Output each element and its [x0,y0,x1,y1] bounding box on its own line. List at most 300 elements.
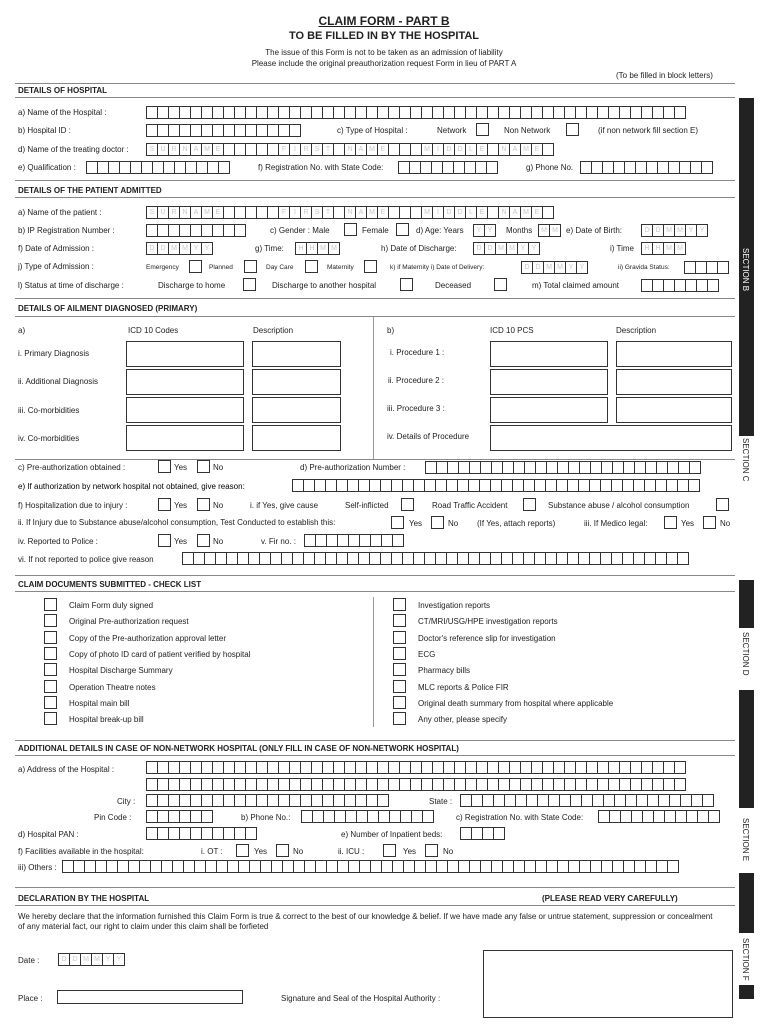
letter-cell[interactable]: A [355,143,367,156]
daycare-checkbox[interactable] [305,260,318,273]
read-carefully-note: (PLEASE READ VERY CAREFULLY) [542,894,678,903]
not-reported-grid[interactable] [182,552,688,565]
form-subtitle: TO BE FILLED IN BY THE HOSPITAL [288,30,480,42]
doc-label: Hospital break-up bill [69,715,144,725]
letter-cell[interactable]: D [443,206,455,219]
doc-label: Hospital main bill [69,698,130,708]
preauth-note: Please include the original preauthorization request Form in lieu of PART A [251,59,517,68]
city-label: City : [117,797,136,806]
divider [15,905,735,906]
substance-checkbox[interactable] [716,498,729,511]
comorbidity-1-desc[interactable] [252,397,341,423]
state-label: State : [429,797,453,806]
doa-grid[interactable] [146,242,212,255]
letter-cell[interactable]: I [289,206,301,219]
primary-diag-label: i. Primary Diagnosis [18,349,90,358]
letter-cell[interactable]: N [344,143,356,156]
comorbidity-2-desc[interactable] [252,425,341,451]
medico-yes-checkbox[interactable] [664,516,677,529]
letter-cell[interactable]: I [289,143,301,156]
letter-cell[interactable]: M [91,953,103,966]
letter-cell[interactable]: D [652,224,664,237]
dod-grid[interactable] [473,242,539,255]
letter-cell[interactable]: A [190,143,202,156]
section-c-tab [739,296,754,436]
letter-cell[interactable] [245,827,257,840]
registration-label: f) Registration No. with State Code: [258,163,384,172]
proc-b-label: b) [387,326,395,335]
letter-cell[interactable]: Y [201,242,213,255]
comorbidity-2-code[interactable] [126,425,244,451]
letter-cell[interactable]: E [476,206,488,219]
letter-cell[interactable]: Y [484,224,496,237]
procedure-details-box[interactable] [490,425,732,451]
letter-cell[interactable]: Y [102,953,114,966]
letter-cell[interactable] [717,261,729,274]
divider [15,97,735,98]
doc-checkbox[interactable] [393,696,406,709]
letter-cell[interactable]: M [538,224,550,237]
comorbidity-2-label: iv. Co-morbidities [18,434,80,443]
female-checkbox[interactable] [396,223,409,236]
column-divider [373,317,374,459]
letter-cell[interactable]: D [532,261,544,274]
doc-label: MLC reports & Police FIR [418,682,509,692]
letter-cell[interactable]: H [295,242,307,255]
letter-cell[interactable]: M [366,206,378,219]
letter-cell[interactable] [688,479,700,492]
pan-grid[interactable] [146,827,256,840]
place-input[interactable] [57,990,243,1004]
divider [15,180,735,181]
network-label: Network [437,126,467,135]
total-claimed-label: m) Total claimed amount [532,281,619,290]
letter-cell[interactable]: F [278,206,290,219]
patient-name-grid[interactable] [146,206,553,219]
letter-cell[interactable]: D [473,242,485,255]
section-e-heading: ADDITIONAL DETAILS IN CASE OF NON-NETWORK HOSPITAL (ONLY FILL IN CASE OF NON-NETWORK HOSPITAL) [18,744,459,753]
address-label: a) Address of the Hospital : [18,765,115,774]
hospital-name-grid[interactable] [146,106,685,119]
letter-cell[interactable]: N [179,206,191,219]
letter-cell[interactable] [377,794,389,807]
comorbidity-1-code[interactable] [126,397,244,423]
test-yes-checkbox[interactable] [391,516,404,529]
doc-label: Original Pre-authorization request [69,617,189,627]
letter-cell[interactable]: D [443,143,455,156]
preauth-number-grid[interactable] [425,461,700,474]
total-claimed-grid[interactable] [641,279,718,292]
delivery-date-grid[interactable] [521,261,587,274]
letter-cell[interactable]: M [520,143,532,156]
letter-cell[interactable] [392,534,404,547]
medico-yes-label: Yes [681,519,695,528]
time-g-grid[interactable] [295,242,339,255]
male-checkbox[interactable] [344,223,357,236]
procedure-2-desc[interactable] [616,369,732,395]
fir-label: v. Fir no. : [261,537,296,546]
letter-cell[interactable]: R [168,206,180,219]
injury-no-label: No [213,501,224,510]
letter-cell[interactable] [234,224,246,237]
letter-cell[interactable] [674,106,686,119]
letter-cell[interactable]: N [179,143,191,156]
icu-label: ii. ICU : [338,847,365,856]
substance-label: Substance abuse / alcohol consumption [548,501,690,510]
age-months-grid[interactable] [538,224,560,237]
procedure-1-label: i. Procedure 1 : [390,348,445,357]
letter-cell[interactable]: U [157,206,169,219]
police-no-checkbox[interactable] [197,534,210,547]
hospital-phone-grid[interactable] [301,810,433,823]
time-i-grid[interactable] [641,242,685,255]
pan-label: d) Hospital PAN : [18,830,79,839]
non-network-note: (if non network fill section E) [598,126,699,135]
letter-cell[interactable]: M [674,224,686,237]
hospital-reg-grid[interactable] [598,810,719,823]
pin-grid[interactable] [146,810,212,823]
divider [15,83,735,84]
admission-type-label: j) Type of Admission : [18,262,94,271]
letter-cell[interactable]: E [377,143,389,156]
doctor-name-grid[interactable] [146,143,553,156]
letter-cell[interactable]: D [454,206,466,219]
signature-seal-box[interactable] [483,950,733,1018]
letter-cell[interactable] [702,794,714,807]
doc-checkbox[interactable] [44,598,57,611]
facilities-label: f) Facilities available in the hospital: [18,847,144,856]
self-inflicted-checkbox[interactable] [401,498,414,511]
planned-checkbox[interactable] [244,260,257,273]
hospital-id-grid[interactable] [146,124,300,137]
letter-cell[interactable]: R [168,143,180,156]
letter-cell[interactable] [667,860,679,873]
letter-cell[interactable]: Y [696,224,708,237]
dob-label: e) Date of Birth: [566,226,623,235]
address-grid-2[interactable] [146,778,685,791]
letter-cell[interactable]: Y [190,242,202,255]
icd10-codes-header: ICD 10 Codes [128,326,179,335]
letter-cell[interactable]: M [168,242,180,255]
letter-cell[interactable]: M [328,242,340,255]
section-e-tab [739,690,754,808]
test-no-checkbox[interactable] [431,516,444,529]
injury-label: f) Hospitalization due to injury : [18,501,128,510]
letter-cell[interactable]: M [674,242,686,255]
letter-cell[interactable]: Y [517,242,529,255]
letter-cell[interactable]: E [212,143,224,156]
patient-name-label: a) Name of the patient : [18,208,102,217]
proc-description-header: Description [616,326,657,335]
letter-cell[interactable]: L [465,143,477,156]
letter-cell[interactable] [493,827,505,840]
letter-cell[interactable]: R [300,206,312,219]
letter-cell[interactable] [707,279,719,292]
liability-note: The issue of this Form is not to be taken as an admission of liability [265,48,503,57]
letter-cell[interactable]: D [58,953,70,966]
time-g-label: g) Time: [255,244,284,253]
letter-cell[interactable]: D [484,242,496,255]
icu-no-label: No [443,847,454,856]
primary-diag-code[interactable] [126,341,244,367]
letter-cell[interactable]: A [509,206,521,219]
letter-cell[interactable]: N [344,206,356,219]
letter-cell[interactable]: M [201,206,213,219]
letter-cell[interactable]: T [322,143,334,156]
preauth-no-checkbox[interactable] [197,460,210,473]
comorbidity-1-label: iii. Co-morbidities [18,406,80,415]
doc-label: Doctor's reference slip for investigation [418,633,556,643]
doc-checkbox[interactable] [44,647,57,660]
letter-cell[interactable]: M [201,143,213,156]
gravida-label: ii) Gravida Status: [618,264,670,271]
divider [15,459,735,460]
letter-cell[interactable]: A [509,143,521,156]
letter-cell[interactable]: Y [576,261,588,274]
doc-checkbox[interactable] [44,614,57,627]
divider [15,575,735,576]
doc-checkbox[interactable] [44,631,57,644]
letter-cell[interactable]: D [146,242,158,255]
city-grid[interactable] [146,794,388,807]
letter-cell[interactable]: L [465,206,477,219]
letter-cell[interactable]: S [146,206,158,219]
medico-no-checkbox[interactable] [703,516,716,529]
doc-checkbox[interactable] [44,696,57,709]
letter-cell[interactable]: D [157,242,169,255]
letter-cell[interactable]: M [520,206,532,219]
letter-cell[interactable]: T [322,206,334,219]
letter-cell[interactable] [674,761,686,774]
letter-cell[interactable] [218,161,230,174]
letter-cell[interactable] [677,552,689,565]
letter-cell[interactable] [689,461,701,474]
doc-checkbox[interactable] [393,663,406,676]
section-e-label: SECTION E [741,818,750,862]
block-letters-note: (To be filled in block letters) [616,71,713,80]
maternity-checkbox[interactable] [364,260,377,273]
letter-cell[interactable]: S [146,143,158,156]
test-no-label: No [448,519,459,528]
letter-cell[interactable]: E [212,206,224,219]
letter-cell[interactable]: E [531,143,543,156]
letter-cell[interactable] [486,161,498,174]
rta-checkbox[interactable] [523,498,536,511]
rta-label: Road Traffic Accident [432,501,508,510]
others-grid[interactable] [62,860,678,873]
hospital-type-label: c) Type of Hospital : [337,126,408,135]
procedure-3-code[interactable] [490,397,608,423]
letter-cell[interactable]: E [476,143,488,156]
letter-cell[interactable]: D [69,953,81,966]
section-f-tab [739,873,754,933]
phone-label: g) Phone No. [526,163,574,172]
icu-no-checkbox[interactable] [425,844,438,857]
letter-cell[interactable]: H [652,242,664,255]
non-network-checkbox[interactable] [566,123,579,136]
not-obtained-grid[interactable] [292,479,699,492]
doc-checkbox[interactable] [393,631,406,644]
doc-label: Claim Form duly signed [69,601,154,610]
additional-diag-desc[interactable] [252,369,341,395]
declaration-date-grid[interactable] [58,953,124,966]
age-years-grid[interactable] [473,224,495,237]
letter-cell[interactable]: D [454,143,466,156]
letter-cell[interactable]: F [278,143,290,156]
letter-cell[interactable] [422,810,434,823]
letter-cell[interactable]: M [554,261,566,274]
letter-cell[interactable]: N [498,143,510,156]
doc-label: Pharmacy bills [418,666,471,676]
letter-cell[interactable]: D [521,261,533,274]
beds-label: e) Number of Inpatient beds: [341,830,443,839]
ot-yes-checkbox[interactable] [236,844,249,857]
letter-cell[interactable] [708,810,720,823]
procedure-details-label: iv. Details of Procedure [387,432,470,441]
letter-cell[interactable]: M [421,143,433,156]
doc-checkbox[interactable] [393,647,406,660]
letter-cell[interactable]: A [190,206,202,219]
doc-checkbox[interactable] [393,598,406,611]
divider [15,755,735,756]
ip-reg-grid[interactable] [146,224,245,237]
letter-cell[interactable]: N [498,206,510,219]
injury-yes-checkbox[interactable] [158,498,171,511]
time-i-label: i) Time [610,244,634,253]
procedure-3-desc[interactable] [616,397,732,423]
medico-no-label: No [720,519,731,528]
letter-cell[interactable]: M [543,261,555,274]
letter-cell[interactable]: R [300,143,312,156]
letter-cell[interactable]: Y [528,242,540,255]
letter-cell[interactable] [674,778,686,791]
letter-cell[interactable]: H [641,242,653,255]
doc-label: Copy of photo ID card of patient verified by hospital [69,649,251,659]
letter-cell[interactable]: M [663,242,675,255]
dod-label: h) Date of Discharge: [381,244,457,253]
section-f-heading: DECLARATION BY THE HOSPITAL [18,894,150,903]
letter-cell[interactable]: M [80,953,92,966]
doc-label: Hospital Discharge Summary [69,666,173,676]
additional-diag-code[interactable] [126,369,244,395]
medico-legal-label: iii. If Medico legal: [584,519,648,528]
letter-cell[interactable] [289,124,301,137]
ot-no-checkbox[interactable] [276,844,289,857]
hospital-name-label: a) Name of the Hospital : [18,108,107,117]
injury-yes-label: Yes [174,501,188,510]
letter-cell[interactable]: Y [685,224,697,237]
procedure-1-code[interactable] [490,341,608,367]
gravida-grid[interactable] [684,261,728,274]
section-d-tab [739,580,754,628]
letter-cell[interactable]: M [421,206,433,219]
procedure-2-code[interactable] [490,369,608,395]
deceased-checkbox[interactable] [494,278,507,291]
additional-diag-label: ii. Additional Diagnosis [18,377,99,386]
address-grid-1[interactable] [146,761,685,774]
letter-cell[interactable]: E [531,206,543,219]
letter-cell[interactable]: H [306,242,318,255]
beds-grid[interactable] [460,827,504,840]
deceased-label: Deceased [435,281,472,290]
letter-cell[interactable] [701,161,713,174]
registration-grid[interactable] [398,161,497,174]
letter-cell[interactable]: I [432,143,444,156]
letter-cell[interactable]: D [641,224,653,237]
doc-checkbox[interactable] [393,680,406,693]
test-yes-label: Yes [409,519,423,528]
letter-cell[interactable]: A [355,206,367,219]
procedure-1-desc[interactable] [616,341,732,367]
divider [15,316,735,317]
qualification-grid[interactable] [86,161,229,174]
discharge-other-checkbox[interactable] [400,278,413,291]
letter-cell[interactable]: I [432,206,444,219]
section-b-label: SECTION B [741,248,750,292]
hospital-reg-label: c) Registration No. with State Code: [456,813,584,822]
doc-checkbox[interactable] [44,680,57,693]
preauth-no-label: No [213,463,224,472]
letter-cell[interactable]: M [506,242,518,255]
fir-grid[interactable] [304,534,403,547]
letter-cell[interactable]: U [157,143,169,156]
dob-grid[interactable] [641,224,707,237]
letter-cell[interactable]: M [495,242,507,255]
section-a-label: SECTION A [741,124,750,167]
doc-checkbox[interactable] [44,712,57,725]
letter-cell[interactable] [542,206,554,219]
doc-label: Investigation reports [418,601,491,610]
signature-label: Signature and Seal of the Hospital Authority : [281,994,441,1003]
discharge-home-checkbox[interactable] [243,278,256,291]
form-title: CLAIM FORM - PART B [318,14,450,28]
letter-cell[interactable]: S [311,143,323,156]
letter-cell[interactable]: S [311,206,323,219]
police-yes-checkbox[interactable] [158,534,171,547]
doc-checkbox[interactable] [393,712,406,725]
letter-cell[interactable]: M [366,143,378,156]
preauth-yes-checkbox[interactable] [158,460,171,473]
doc-label: Original death summary from hospital where applicable [418,698,614,708]
letter-cell[interactable]: M [549,224,561,237]
icd10-pcs-header: ICD 10 PCS [490,326,534,335]
divider [15,298,735,299]
doc-checkbox[interactable] [393,614,406,627]
doa-label: f) Date of Admission : [18,244,95,253]
state-grid[interactable] [460,794,713,807]
letter-cell[interactable]: Y [473,224,485,237]
icu-yes-checkbox[interactable] [383,844,396,857]
doc-checkbox[interactable] [44,663,57,676]
letter-cell[interactable]: Y [565,261,577,274]
letter-cell[interactable] [542,143,554,156]
emergency-checkbox[interactable] [189,260,202,273]
primary-diag-desc[interactable] [252,341,341,367]
letter-cell[interactable]: M [317,242,329,255]
letter-cell[interactable] [201,810,213,823]
network-checkbox[interactable] [476,123,489,136]
section-f-label: SECTION F [741,938,750,981]
letter-cell[interactable]: M [663,224,675,237]
letter-cell[interactable]: M [179,242,191,255]
letter-cell[interactable]: E [377,206,389,219]
letter-cell[interactable]: Y [113,953,125,966]
police-label: iv. Reported to Police : [18,537,98,546]
injury-no-checkbox[interactable] [197,498,210,511]
not-reported-label: vi. If not reported to police give reason [18,555,154,564]
phone-grid[interactable] [580,161,712,174]
ip-reg-label: b) IP Registration Number : [18,226,115,235]
